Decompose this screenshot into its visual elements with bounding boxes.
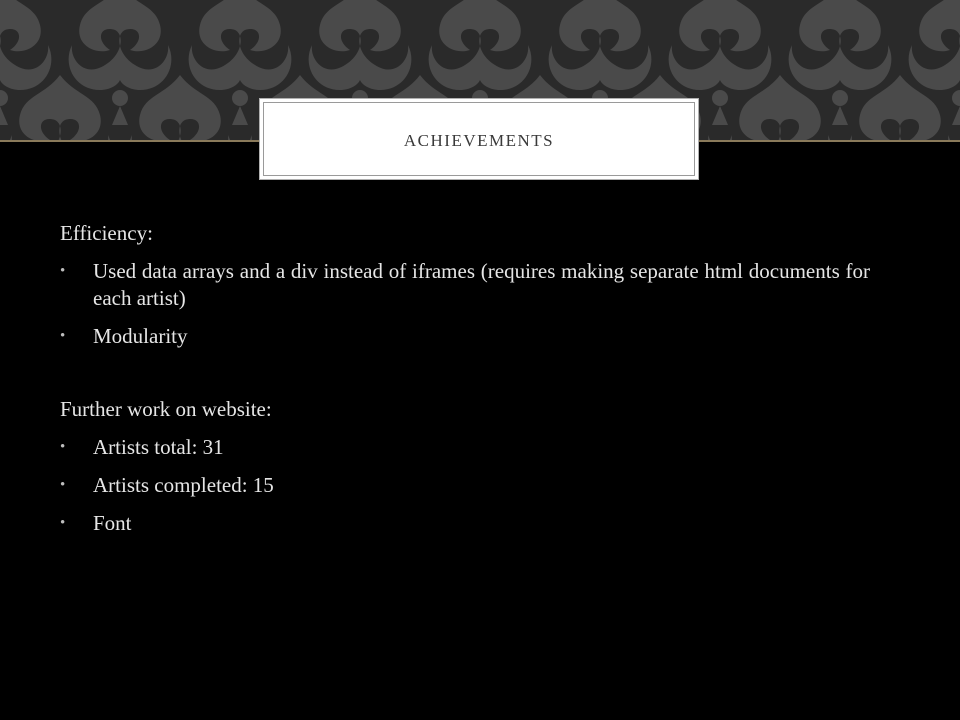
list-item [60,510,870,537]
bullet-list-efficiency [60,258,870,350]
list-item [60,323,870,350]
title-box [259,98,699,180]
section-heading-further-work: Further work on website: [60,397,272,421]
slide-title: ACHIEVEMENTS [403,131,555,150]
bullet-dot-icon: • [60,263,66,279]
section-spacer [60,350,870,396]
bullet-text: Font [93,511,132,535]
bullet-text: Artists completed: 15 [93,473,274,497]
section-heading-efficiency: Efficiency: [60,221,153,245]
bullet-list-further-work [60,434,870,537]
bullet-dot-icon: • [60,328,66,344]
bullet-text: Artists total: 31 [93,435,224,459]
list-item [60,434,870,461]
list-item [60,258,870,312]
bullet-dot-icon: • [60,515,66,531]
bullet-text: Modularity [93,324,188,348]
slide-content [60,220,870,537]
bullet-dot-icon: • [60,439,66,455]
list-item [60,472,870,499]
bullet-dot-icon: • [60,477,66,493]
bullet-text: Used data arrays and a div instead of iframes (requires making separate html documents for each artist) [93,259,870,310]
